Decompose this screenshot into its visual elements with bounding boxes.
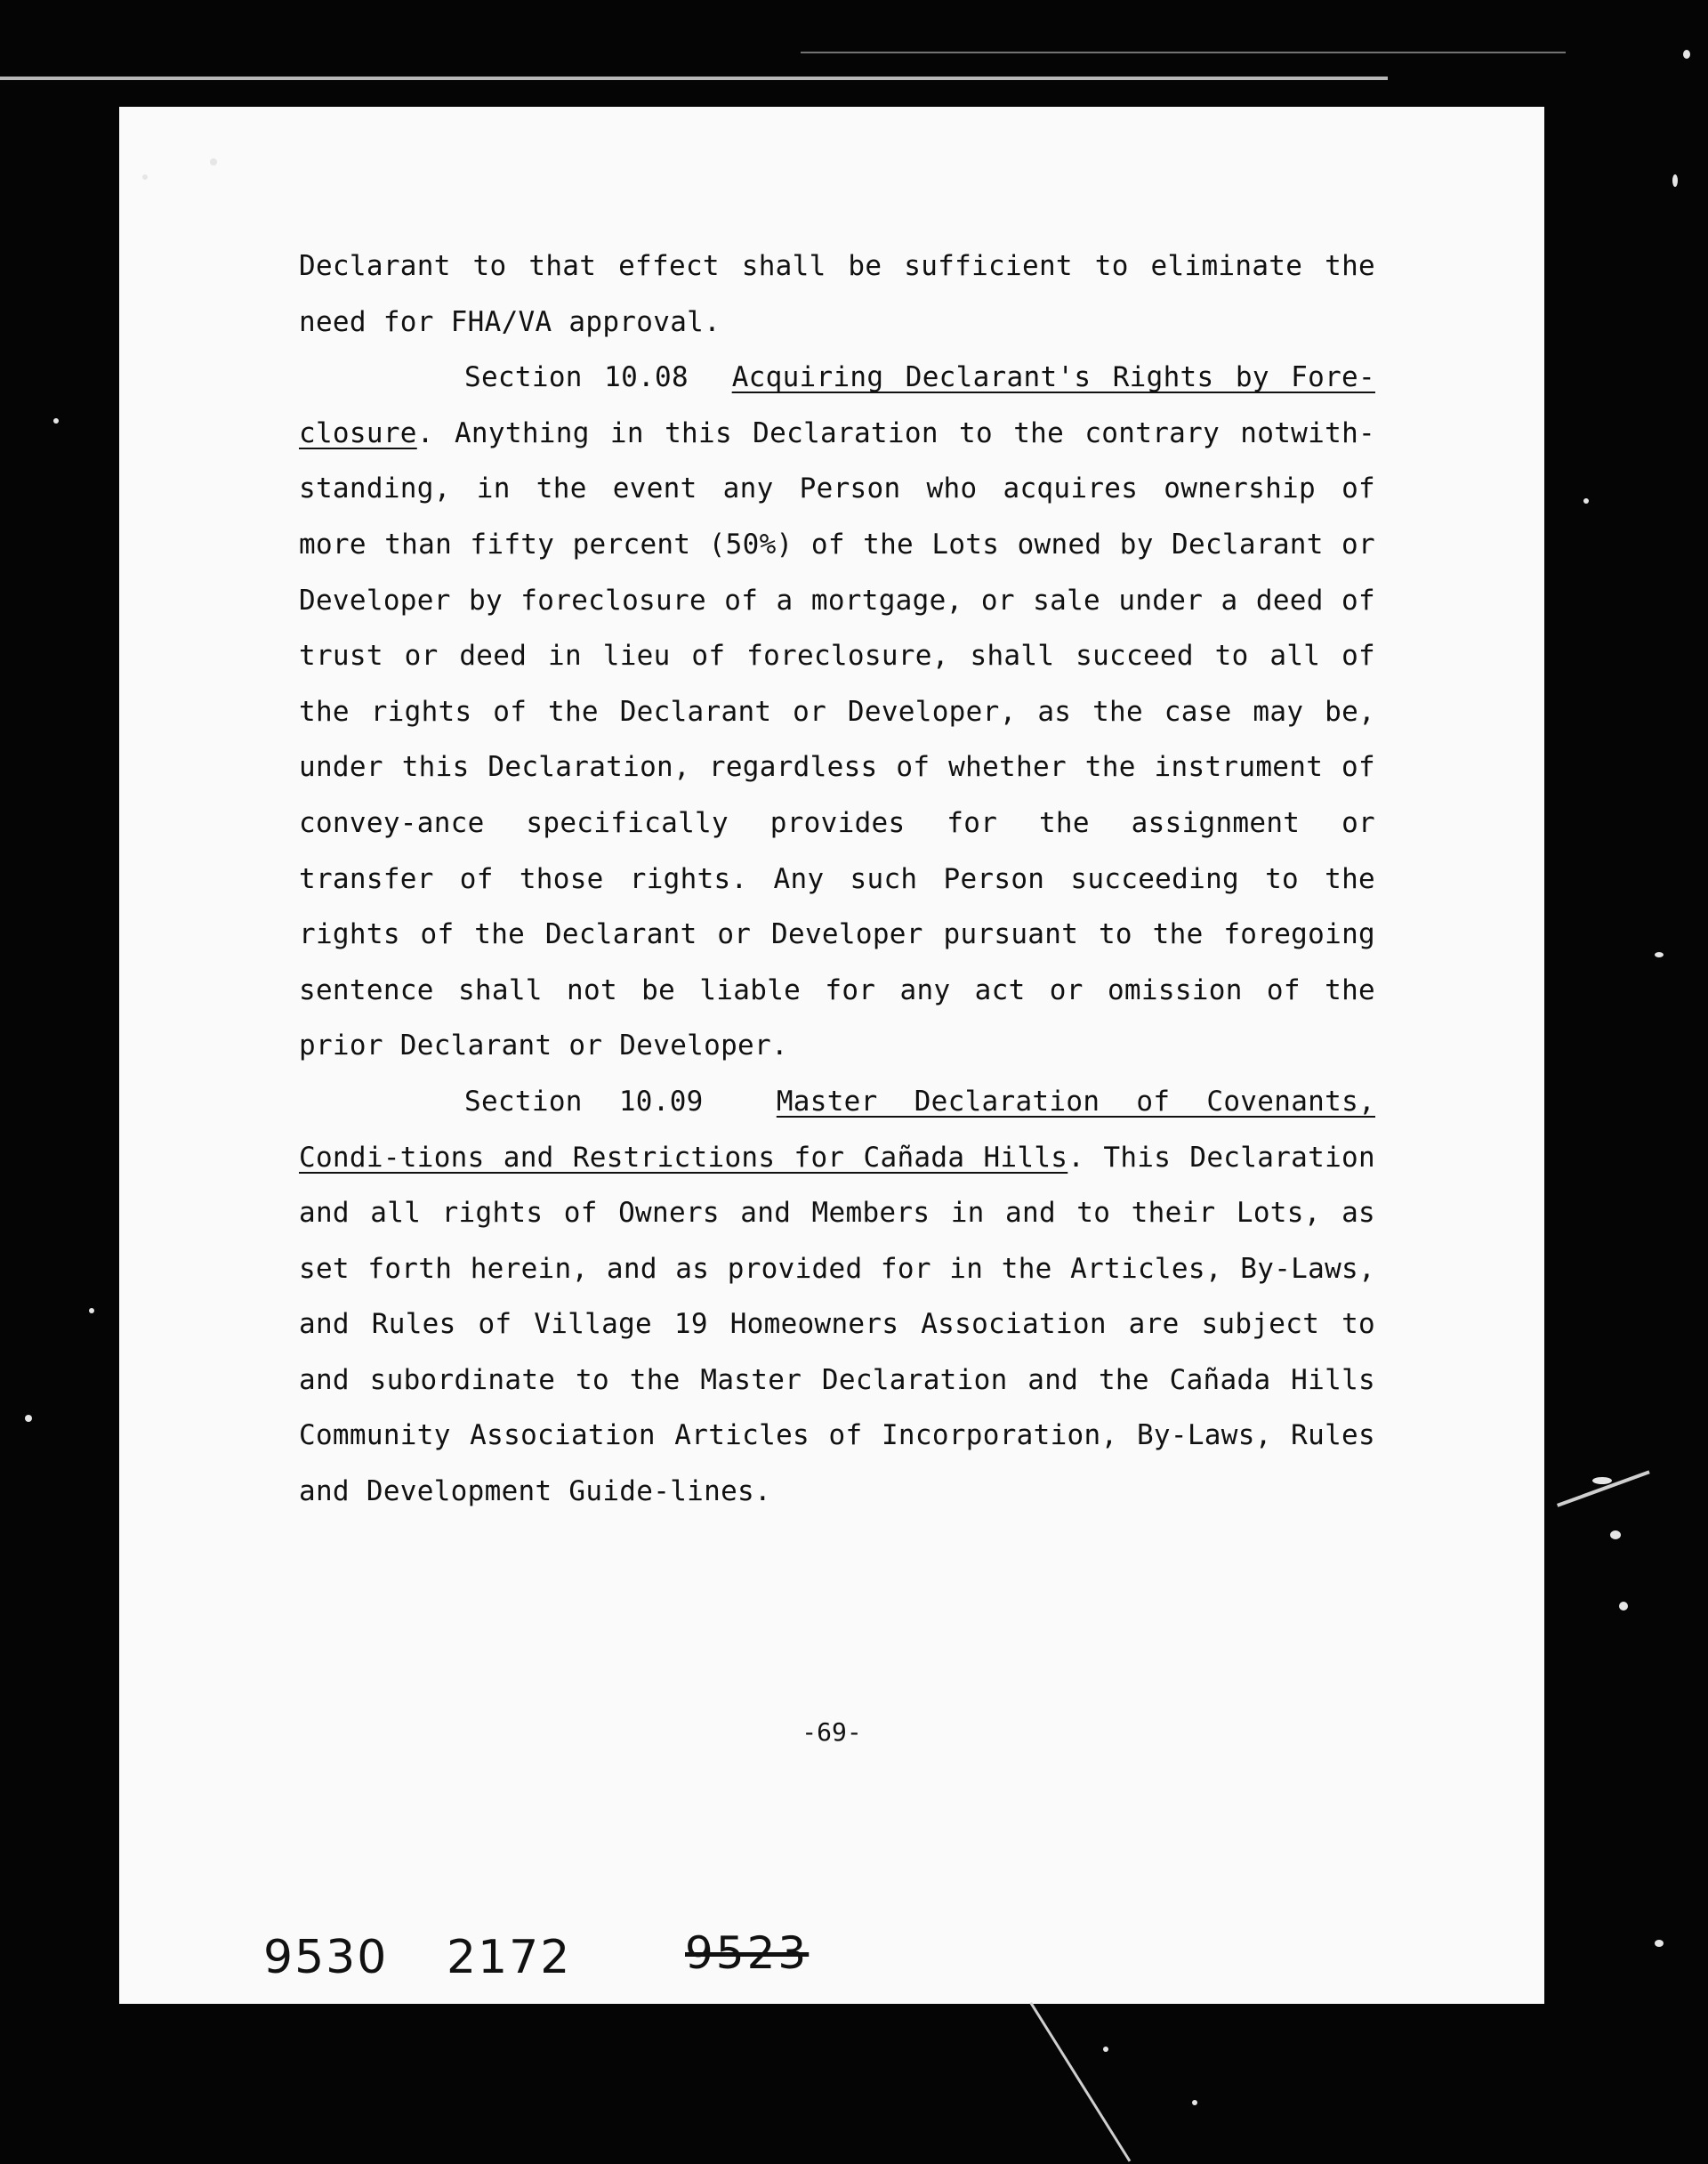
scan-speck — [210, 158, 217, 166]
recording-stamp-number: 9530 — [263, 1931, 389, 1984]
scan-speck — [1610, 1530, 1621, 1539]
scan-edge-line — [0, 77, 1388, 80]
scan-edge-line — [801, 52, 1566, 53]
scan-speck — [1592, 1477, 1612, 1484]
recording-stamp-number: 2172 — [447, 1931, 572, 1984]
paragraph-continuation: Declarant to that effect shall be sufficient to eliminate the need for FHA/VA approval. — [299, 250, 1375, 338]
section-body: . This Declaration and all rights of Owners and Members in and to their Lots, as set forth herein, and as provided for in the Articles, By-Laws, and Rules of Village 19 Homeowners Association are subject to and subordinate to the Master Declaration and the Cañada Hills Community Association Articles of Incorporation, By-Laws, Rules and Development Guide-lines. — [299, 1141, 1375, 1508]
page-number: -69- — [802, 1717, 862, 1747]
scan-speck — [1655, 952, 1664, 957]
section-body: . Anything in this Declaration to the contrary notwith-standing, in the event any Person who acquires ownership of more than fifty percent (50%) of the Lots owned by Declarant or Developer by foreclosure of a mortgage, or sale under a deed of trust or deed in lieu of foreclosure, shall succeed to all of the rights of the Declarant or Developer, as the case may be, under this Declaration, regardless of whether the instrument of convey-ance specifically provides for the assignment or transfer of those rights. Any such Person succeeding to the rights of the Declarant or Developer pursuant to the foregoing sentence shall not be liable for any act or omission of the prior Declarant or Developer. — [299, 416, 1375, 1062]
struck-stamp-number: 9523 — [685, 1927, 810, 1979]
scan-speck — [1672, 174, 1678, 187]
section-number: Section 10.08 — [464, 361, 689, 394]
scan-speck — [53, 418, 59, 424]
scan-streak — [1557, 1470, 1650, 1506]
scan-speck — [25, 1415, 32, 1422]
section-heading: Master Declaration of Covenants, Condi-tions and Restrictions for Cañada Hills — [299, 1085, 1376, 1174]
document-page — [119, 107, 1544, 2004]
scan-speck — [1192, 2100, 1197, 2105]
section-10-08 — [299, 350, 1375, 1074]
scan-speck — [1103, 2047, 1108, 2052]
section-10-09 — [299, 1074, 1375, 1520]
scan-speck — [1583, 498, 1589, 504]
scan-speck — [89, 1308, 94, 1313]
document-body — [299, 238, 1375, 1520]
scan-speck — [1619, 1602, 1628, 1611]
scan-streak — [1029, 2002, 1131, 2162]
scan-speck — [142, 174, 148, 180]
section-number: Section 10.09 — [464, 1085, 704, 1118]
section-heading: Acquiring Declarant's Rights by Fore-closure — [299, 361, 1375, 449]
scan-speck — [1655, 1940, 1664, 1947]
scan-speck — [1683, 50, 1690, 59]
